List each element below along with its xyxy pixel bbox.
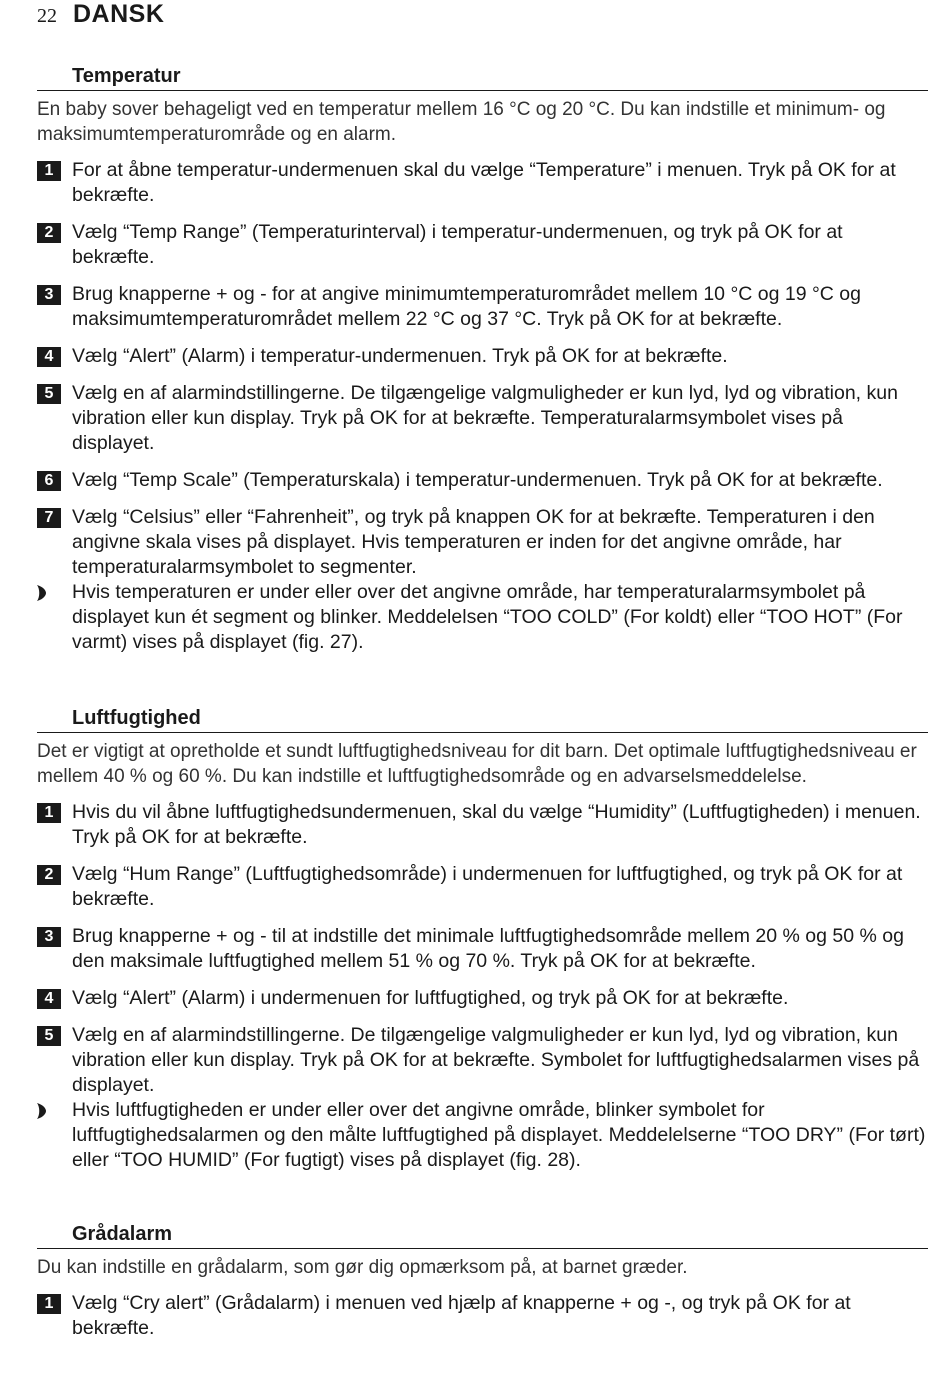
- step-number: 6: [37, 471, 61, 491]
- section-divider: [37, 90, 928, 91]
- section-divider: [37, 1248, 928, 1249]
- note-text: Hvis luftfugtigheden er under eller over det angivne område, blinker symbolet for luftfugtighedsalarmen og den målte luftfugtighed på displayet. Meddelelserne “TOO DRY” (For tørt) eller “TOO HUMID” (For fugtigt) vises på displayet (fig. 28).: [72, 1099, 926, 1171]
- step-number: 4: [37, 989, 61, 1009]
- step-item: [37, 800, 928, 850]
- step-item: [37, 344, 928, 369]
- step-item: [37, 862, 928, 912]
- step-text: Vælg “Cry alert” (Grådalarm) i menuen ved hjælp af knapperne + og -, og tryk på OK for at bekræfte.: [72, 1292, 851, 1339]
- step-number: 4: [37, 347, 61, 367]
- step-item: [37, 924, 928, 974]
- step-text: For at åbne temperatur-undermenuen skal du vælge “Temperature” i menuen. Tryk på OK for at bekræfte.: [72, 159, 896, 206]
- step-text: Vælg “Alert” (Alarm) i undermenuen for luftfugtighed, og tryk på OK for at bekræfte.: [72, 987, 789, 1009]
- step-item: [37, 282, 928, 332]
- step-number: 3: [37, 927, 61, 947]
- language-label: DANSK: [73, 0, 165, 28]
- section-intro: Det er vigtigt at opretholde et sundt luftfugtighedsniveau for dit barn. Det optimale luftfugtighedsniveau er mellem 40 % og 60 %. Du kan indstille et luftfugtighedsområde og en advarselsmeddelelse.: [37, 741, 917, 787]
- step-text: Brug knapperne + og - til at indstille det minimale luftfugtighedsområde mellem 20 % og 50 % og den maksimale luftfugtighed mellem 51 % og 70 %. Tryk på OK for at bekræfte.: [72, 925, 904, 972]
- section-graadalarm: [37, 1222, 928, 1353]
- step-number: 5: [37, 1026, 61, 1046]
- section-intro: Du kan indstille en grådalarm, som gør dig opmærksom på, at barnet græder.: [37, 1257, 688, 1278]
- section-temperatur: [37, 64, 928, 667]
- step-number: 5: [37, 384, 61, 404]
- section-title: Temperatur: [72, 65, 181, 87]
- bullet-icon: [37, 583, 61, 603]
- step-text: Vælg “Temp Scale” (Temperaturskala) i temperatur-undermenuen. Tryk på OK for at bekræfte.: [72, 469, 883, 491]
- step-item: [37, 505, 928, 580]
- step-item: [37, 1291, 928, 1341]
- note-item: [37, 1098, 928, 1173]
- step-item: [37, 986, 928, 1011]
- section-title: Grådalarm: [72, 1223, 173, 1245]
- step-text: Vælg en af alarmindstillingerne. De tilgængelige valgmuligheder er kun lyd, lyd og vibration, kun vibration eller kun display. Tryk på OK for at bekræfte. Symbolet for luftfugtighedsalarmen vises på displayet.: [72, 1024, 920, 1096]
- step-number: 1: [37, 1294, 61, 1314]
- note-item: [37, 580, 928, 655]
- step-number: 1: [37, 803, 61, 823]
- step-text: Vælg “Temp Range” (Temperaturinterval) i temperatur-undermenuen, og tryk på OK for at bekræfte.: [72, 221, 843, 268]
- step-item: [37, 1023, 928, 1098]
- step-item: [37, 158, 928, 208]
- step-number: 1: [37, 161, 61, 181]
- step-text: Vælg en af alarmindstillingerne. De tilgængelige valgmuligheder er kun lyd, lyd og vibration, kun vibration eller kun display. Tryk på OK for at bekræfte. Temperaturalarmsymbolet vises på displayet.: [72, 382, 898, 454]
- section-title: Luftfugtighed: [72, 707, 201, 729]
- step-text: Hvis du vil åbne luftfugtighedsundermenuen, skal du vælge “Humidity” (Luftfugtigheden) i menuen. Tryk på OK for at bekræfte.: [72, 801, 921, 848]
- step-text: Vælg “Celsius” eller “Fahrenheit”, og tryk på knappen OK for at bekræfte. Temperaturen i den angivne skala vises på displayet. Hvis temperaturen er inden for det angivne område, har temperaturalarmsymbolet to segmenter.: [72, 506, 875, 578]
- step-number: 3: [37, 285, 61, 305]
- step-number: 2: [37, 865, 61, 885]
- section-luftfugtighed: [37, 706, 928, 1185]
- page-header: [37, 0, 164, 28]
- step-number: 7: [37, 508, 61, 528]
- step-item: [37, 468, 928, 493]
- step-text: Vælg “Alert” (Alarm) i temperatur-undermenuen. Tryk på OK for at bekræfte.: [72, 345, 728, 367]
- note-text: Hvis temperaturen er under eller over det angivne område, har temperaturalarmsymbolet på displayet kun ét segment og blinker. Meddelelsen “TOO COLD” (For koldt) eller “TOO HOT” (For varmt) vises på displayet (fig. 27).: [72, 581, 903, 653]
- step-item: [37, 381, 928, 456]
- section-divider: [37, 732, 928, 733]
- step-number: 2: [37, 223, 61, 243]
- section-intro: En baby sover behageligt ved en temperatur mellem 16 °C og 20 °C. Du kan indstille et minimum- og maksimumtemperaturområde og en alarm.: [37, 99, 886, 145]
- step-text: Brug knapperne + og - for at angive minimumtemperaturområdet mellem 10 °C og 19 °C og maksimumtemperaturområdet mellem 22 °C og 37 °C. Tryk på OK for at bekræfte.: [72, 283, 861, 330]
- page-number: 22: [37, 5, 57, 27]
- step-text: Vælg “Hum Range” (Luftfugtighedsområde) i undermenuen for luftfugtighed, og tryk på OK for at bekræfte.: [72, 863, 903, 910]
- step-item: [37, 220, 928, 270]
- bullet-icon: [37, 1101, 61, 1121]
